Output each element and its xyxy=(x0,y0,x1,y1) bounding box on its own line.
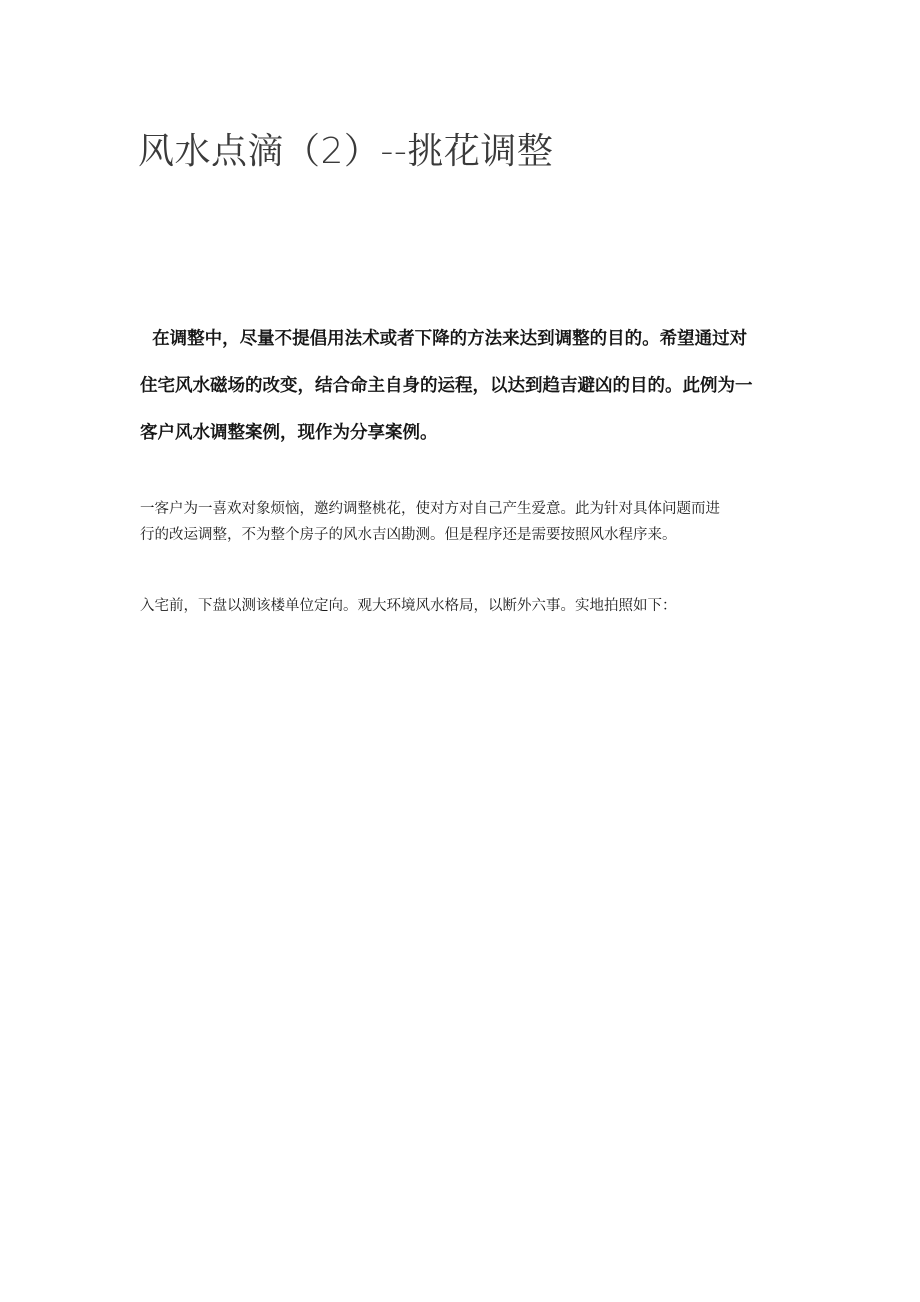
paragraph-line: 入宅前，下盘以测该楼单位定向。观大环境风水格局，以断外六事。实地拍照如下： xyxy=(140,598,677,614)
intro-paragraph xyxy=(140,316,794,457)
intro-line: 在调整中，尽量不提倡用法术或者下降的方法来达到调整的目的。希望通过对 xyxy=(140,329,748,349)
document-title: 风水点滴（2）--挑花调整 xyxy=(138,131,554,172)
client-request-paragraph xyxy=(140,496,800,548)
intro-line: 客户风水调整案例，现作为分享案例。 xyxy=(140,423,438,443)
site-survey-paragraph xyxy=(140,593,800,619)
paragraph-line: 行的改运调整，不为整个房子的风水吉凶勘测。但是程序还是需要按照风水程序来。 xyxy=(140,527,677,543)
paragraph-line: 一客户为一喜欢对象烦恼，邀约调整桃花，使对方对自己产生爱意。此为针对具体问题而进 xyxy=(140,501,720,517)
intro-line: 住宅风水磁场的改变，结合命主自身的运程，以达到趋吉避凶的目的。此例为一 xyxy=(140,376,753,396)
